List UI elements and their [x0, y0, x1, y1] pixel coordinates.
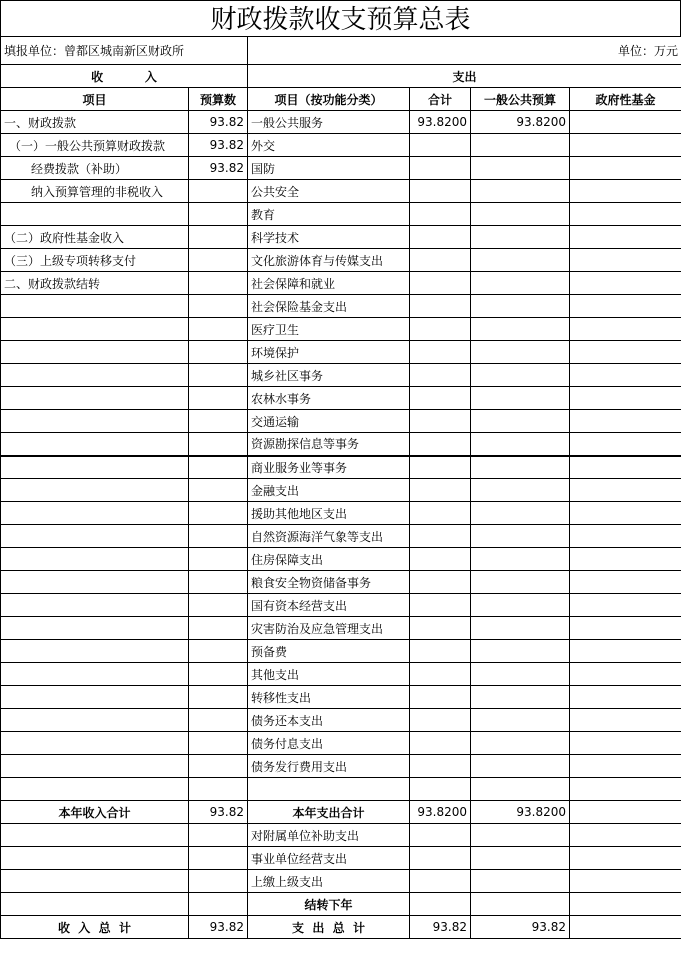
fund-cell [570, 502, 681, 525]
income-budget-cell [189, 364, 248, 387]
table-row [1, 778, 681, 801]
expense-item-cell: 事业单位经营支出 [248, 847, 410, 870]
expense-item-cell: 文化旅游体育与传媒支出 [248, 249, 410, 272]
expense-item-cell: 住房保障支出 [248, 548, 410, 571]
income-item-cell [1, 594, 189, 617]
expense-item-cell: 教育 [248, 203, 410, 226]
expense-section-header: 支出 [248, 65, 681, 88]
total-cell [410, 525, 471, 548]
total-cell [410, 203, 471, 226]
fund-cell [570, 571, 681, 594]
grand-expense-fund [570, 916, 681, 939]
income-budget-cell [189, 180, 248, 203]
income-budget-cell [189, 456, 248, 479]
general-budget-cell [471, 617, 570, 640]
total-cell [410, 824, 471, 847]
expense-item-cell: 交通运输 [248, 410, 410, 433]
income-budget-cell [189, 594, 248, 617]
total-cell [410, 387, 471, 410]
fund-cell [570, 295, 681, 318]
income-budget-cell [189, 410, 248, 433]
income-item-cell [1, 663, 189, 686]
table-row [1, 525, 681, 548]
total-cell [410, 456, 471, 479]
fund-cell [570, 226, 681, 249]
year-income-total-value: 93.82 [189, 801, 248, 824]
table-row [1, 272, 681, 295]
income-item-cell [1, 295, 189, 318]
total-cell [410, 479, 471, 502]
fund-cell [570, 364, 681, 387]
expense-item-cell: 转移性支出 [248, 686, 410, 709]
income-budget-cell [189, 433, 248, 456]
general-budget-cell [471, 226, 570, 249]
budget-table [0, 36, 681, 939]
total-cell [410, 548, 471, 571]
header-expense-item: 项目（按功能分类） [248, 88, 410, 111]
income-item-cell: （一）一般公共预算财政拨款 [1, 134, 189, 157]
income-budget-cell [189, 709, 248, 732]
income-item-cell [1, 778, 189, 801]
income-item-cell [1, 686, 189, 709]
general-budget-cell [471, 778, 570, 801]
income-item-cell [1, 502, 189, 525]
expense-item-cell: 金融支出 [248, 479, 410, 502]
expense-item-cell: 对附属单位补助支出 [248, 824, 410, 847]
total-cell [410, 755, 471, 778]
fund-cell [570, 824, 681, 847]
general-budget-cell [471, 732, 570, 755]
income-item-cell [1, 525, 189, 548]
income-item-cell [1, 847, 189, 870]
income-item-cell [1, 456, 189, 479]
income-budget-cell [189, 617, 248, 640]
fund-cell [570, 203, 681, 226]
total-cell [410, 318, 471, 341]
table-row [1, 410, 681, 433]
expense-item-cell: 其他支出 [248, 663, 410, 686]
total-cell [410, 502, 471, 525]
table-row [1, 479, 681, 502]
fund-cell [570, 525, 681, 548]
grand-expense-total: 93.82 [410, 916, 471, 939]
expense-item-cell: 债务还本支出 [248, 709, 410, 732]
income-budget-cell [189, 249, 248, 272]
general-budget-cell [471, 456, 570, 479]
grand-expense-general: 93.82 [471, 916, 570, 939]
general-budget-cell [471, 847, 570, 870]
table-row [1, 870, 681, 893]
income-item-cell [1, 318, 189, 341]
general-budget-cell [471, 433, 570, 456]
total-cell [410, 847, 471, 870]
table-row [1, 640, 681, 663]
income-budget-cell [189, 778, 248, 801]
expense-item-cell: 灾害防治及应急管理支出 [248, 617, 410, 640]
year-expense-total: 93.8200 [410, 801, 471, 824]
total-cell: 93.8200 [410, 111, 471, 134]
table-row [1, 686, 681, 709]
expense-item-cell: 社会保障和就业 [248, 272, 410, 295]
header-income-item: 项目 [1, 88, 189, 111]
general-budget-cell [471, 502, 570, 525]
fund-cell [570, 456, 681, 479]
fund-cell [570, 410, 681, 433]
expense-item-cell: 国防 [248, 157, 410, 180]
general-budget-cell [471, 364, 570, 387]
general-budget-cell [471, 387, 570, 410]
income-item-cell [1, 824, 189, 847]
fund-cell [570, 272, 681, 295]
general-budget-cell [471, 709, 570, 732]
income-budget-cell [189, 318, 248, 341]
total-cell [410, 226, 471, 249]
year-expense-fund [570, 801, 681, 824]
reporting-unit: 填报单位：曾都区城南新区财政所 [1, 37, 248, 65]
income-item-cell: （三）上级专项转移支付 [1, 249, 189, 272]
general-budget-cell [471, 640, 570, 663]
expense-item-cell: 债务付息支出 [248, 732, 410, 755]
fund-cell [570, 111, 681, 134]
general-budget-cell [471, 272, 570, 295]
total-cell [410, 617, 471, 640]
carry-forward-row [1, 893, 681, 916]
fund-cell [570, 180, 681, 203]
expense-item-cell: 环境保护 [248, 341, 410, 364]
table-row [1, 847, 681, 870]
fund-cell [570, 870, 681, 893]
general-budget-cell: 93.8200 [471, 111, 570, 134]
fund-cell [570, 778, 681, 801]
income-item-cell [1, 387, 189, 410]
general-budget-cell [471, 479, 570, 502]
income-budget-cell [189, 479, 248, 502]
expense-item-cell: 科学技术 [248, 226, 410, 249]
income-item-cell [1, 709, 189, 732]
income-budget-cell [189, 686, 248, 709]
year-expense-total-label: 本年支出合计 [248, 801, 410, 824]
general-budget-cell [471, 180, 570, 203]
income-item-cell: 一、财政拨款 [1, 111, 189, 134]
total-cell [410, 732, 471, 755]
expense-item-cell: 一般公共服务 [248, 111, 410, 134]
table-row [1, 180, 681, 203]
table-row [1, 341, 681, 364]
fund-cell [570, 318, 681, 341]
table-row [1, 111, 681, 134]
page-title: 财政拨款收支预算总表 [0, 0, 681, 36]
fund-cell [570, 548, 681, 571]
total-cell [410, 295, 471, 318]
income-item-cell [1, 732, 189, 755]
general-budget-cell [471, 318, 570, 341]
income-budget-cell [189, 824, 248, 847]
table-row [1, 548, 681, 571]
income-budget-cell: 93.82 [189, 157, 248, 180]
total-cell [410, 709, 471, 732]
fund-cell [570, 755, 681, 778]
income-budget-cell [189, 663, 248, 686]
expense-item-cell: 外交 [248, 134, 410, 157]
year-expense-general: 93.8200 [471, 801, 570, 824]
income-item-cell [1, 755, 189, 778]
table-row [1, 157, 681, 180]
expense-item-cell: 预备费 [248, 640, 410, 663]
income-budget-cell: 93.82 [189, 134, 248, 157]
header-income-budget: 预算数 [189, 88, 248, 111]
income-budget-cell [189, 870, 248, 893]
fund-cell [570, 387, 681, 410]
total-cell [410, 893, 471, 916]
income-budget-cell [189, 341, 248, 364]
income-budget-cell [189, 272, 248, 295]
general-budget-cell [471, 525, 570, 548]
general-budget-cell [471, 157, 570, 180]
table-row [1, 709, 681, 732]
total-cell [410, 433, 471, 456]
income-item-cell: （二）政府性基金收入 [1, 226, 189, 249]
fund-cell [570, 341, 681, 364]
income-item-cell: 纳入预算管理的非税收入 [1, 180, 189, 203]
table-row [1, 134, 681, 157]
fund-cell [570, 594, 681, 617]
income-budget-cell [189, 548, 248, 571]
expense-item-cell: 医疗卫生 [248, 318, 410, 341]
income-item-cell [1, 870, 189, 893]
fund-cell [570, 709, 681, 732]
grand-income-total-value: 93.82 [189, 916, 248, 939]
income-budget-cell [189, 732, 248, 755]
total-cell [410, 272, 471, 295]
income-budget-cell [189, 295, 248, 318]
expense-item-cell: 粮食安全物资储备事务 [248, 571, 410, 594]
fund-cell [570, 433, 681, 456]
fund-cell [570, 157, 681, 180]
general-budget-cell [471, 824, 570, 847]
expense-item-cell: 援助其他地区支出 [248, 502, 410, 525]
table-row [1, 295, 681, 318]
income-item-cell: 二、财政拨款结转 [1, 272, 189, 295]
expense-item-cell: 社会保险基金支出 [248, 295, 410, 318]
expense-item-cell: 债务发行费用支出 [248, 755, 410, 778]
total-cell [410, 778, 471, 801]
total-cell [410, 157, 471, 180]
income-item-cell [1, 640, 189, 663]
general-budget-cell [471, 594, 570, 617]
income-budget-cell [189, 847, 248, 870]
income-item-cell [1, 364, 189, 387]
fund-cell [570, 732, 681, 755]
fund-cell [570, 847, 681, 870]
income-budget-cell [189, 893, 248, 916]
table-row [1, 732, 681, 755]
fund-cell [570, 893, 681, 916]
general-budget-cell [471, 686, 570, 709]
total-cell [410, 571, 471, 594]
income-section-header: 收 入 [1, 65, 248, 88]
expense-item-cell: 商业服务业等事务 [248, 456, 410, 479]
total-cell [410, 686, 471, 709]
year-total-row [1, 801, 681, 824]
expense-item-cell: 城乡社区事务 [248, 364, 410, 387]
total-cell [410, 870, 471, 893]
income-budget-cell [189, 226, 248, 249]
expense-item-cell: 资源勘探信息等事务 [248, 433, 410, 456]
table-row [1, 617, 681, 640]
header-fund: 政府性基金 [570, 88, 681, 111]
table-row [1, 571, 681, 594]
income-item-cell [1, 410, 189, 433]
total-cell [410, 640, 471, 663]
expense-item-cell: 上缴上级支出 [248, 870, 410, 893]
general-budget-cell [471, 341, 570, 364]
income-budget-cell [189, 525, 248, 548]
expense-item-cell: 公共安全 [248, 180, 410, 203]
table-row [1, 249, 681, 272]
general-budget-cell [471, 870, 570, 893]
grand-expense-total-label: 支 出 总 计 [248, 916, 410, 939]
total-cell [410, 180, 471, 203]
grand-total-row [1, 916, 681, 939]
table-row [1, 594, 681, 617]
grand-income-total-label: 收 入 总 计 [1, 916, 189, 939]
income-item-cell [1, 571, 189, 594]
income-item-cell [1, 617, 189, 640]
expense-item-cell: 国有资本经营支出 [248, 594, 410, 617]
total-cell [410, 594, 471, 617]
table-row [1, 226, 681, 249]
table-row [1, 824, 681, 847]
income-budget-cell [189, 571, 248, 594]
income-budget-cell: 93.82 [189, 111, 248, 134]
fund-cell [570, 686, 681, 709]
income-item-cell [1, 341, 189, 364]
total-cell [410, 410, 471, 433]
fund-cell [570, 479, 681, 502]
table-row [1, 364, 681, 387]
general-budget-cell [471, 548, 570, 571]
table-row [1, 456, 681, 479]
income-item-cell [1, 893, 189, 916]
currency-unit: 单位：万元 [248, 37, 681, 65]
expense-item-cell [248, 778, 410, 801]
table-row [1, 502, 681, 525]
year-income-total-label: 本年收入合计 [1, 801, 189, 824]
general-budget-cell [471, 203, 570, 226]
fund-cell [570, 249, 681, 272]
income-item-cell: 经费拨款（补助） [1, 157, 189, 180]
expense-item-cell: 农林水事务 [248, 387, 410, 410]
fund-cell [570, 640, 681, 663]
total-cell [410, 364, 471, 387]
general-budget-cell [471, 755, 570, 778]
header-general-budget: 一般公共预算 [471, 88, 570, 111]
income-item-cell [1, 203, 189, 226]
income-budget-cell [189, 387, 248, 410]
table-row [1, 663, 681, 686]
income-budget-cell [189, 203, 248, 226]
expense-item-cell: 自然资源海洋气象等支出 [248, 525, 410, 548]
income-item-cell [1, 433, 189, 456]
table-row [1, 755, 681, 778]
general-budget-cell [471, 893, 570, 916]
general-budget-cell [471, 663, 570, 686]
general-budget-cell [471, 571, 570, 594]
general-budget-cell [471, 410, 570, 433]
table-row [1, 387, 681, 410]
income-budget-cell [189, 502, 248, 525]
income-item-cell [1, 479, 189, 502]
table-row [1, 433, 681, 456]
income-budget-cell [189, 755, 248, 778]
general-budget-cell [471, 295, 570, 318]
fund-cell [570, 134, 681, 157]
carry-forward-label: 结转下年 [248, 893, 410, 916]
income-budget-cell [189, 640, 248, 663]
total-cell [410, 249, 471, 272]
header-total: 合计 [410, 88, 471, 111]
general-budget-cell [471, 134, 570, 157]
total-cell [410, 134, 471, 157]
total-cell [410, 341, 471, 364]
fund-cell [570, 617, 681, 640]
total-cell [410, 663, 471, 686]
table-row [1, 203, 681, 226]
income-item-cell [1, 548, 189, 571]
fund-cell [570, 663, 681, 686]
general-budget-cell [471, 249, 570, 272]
table-row [1, 318, 681, 341]
